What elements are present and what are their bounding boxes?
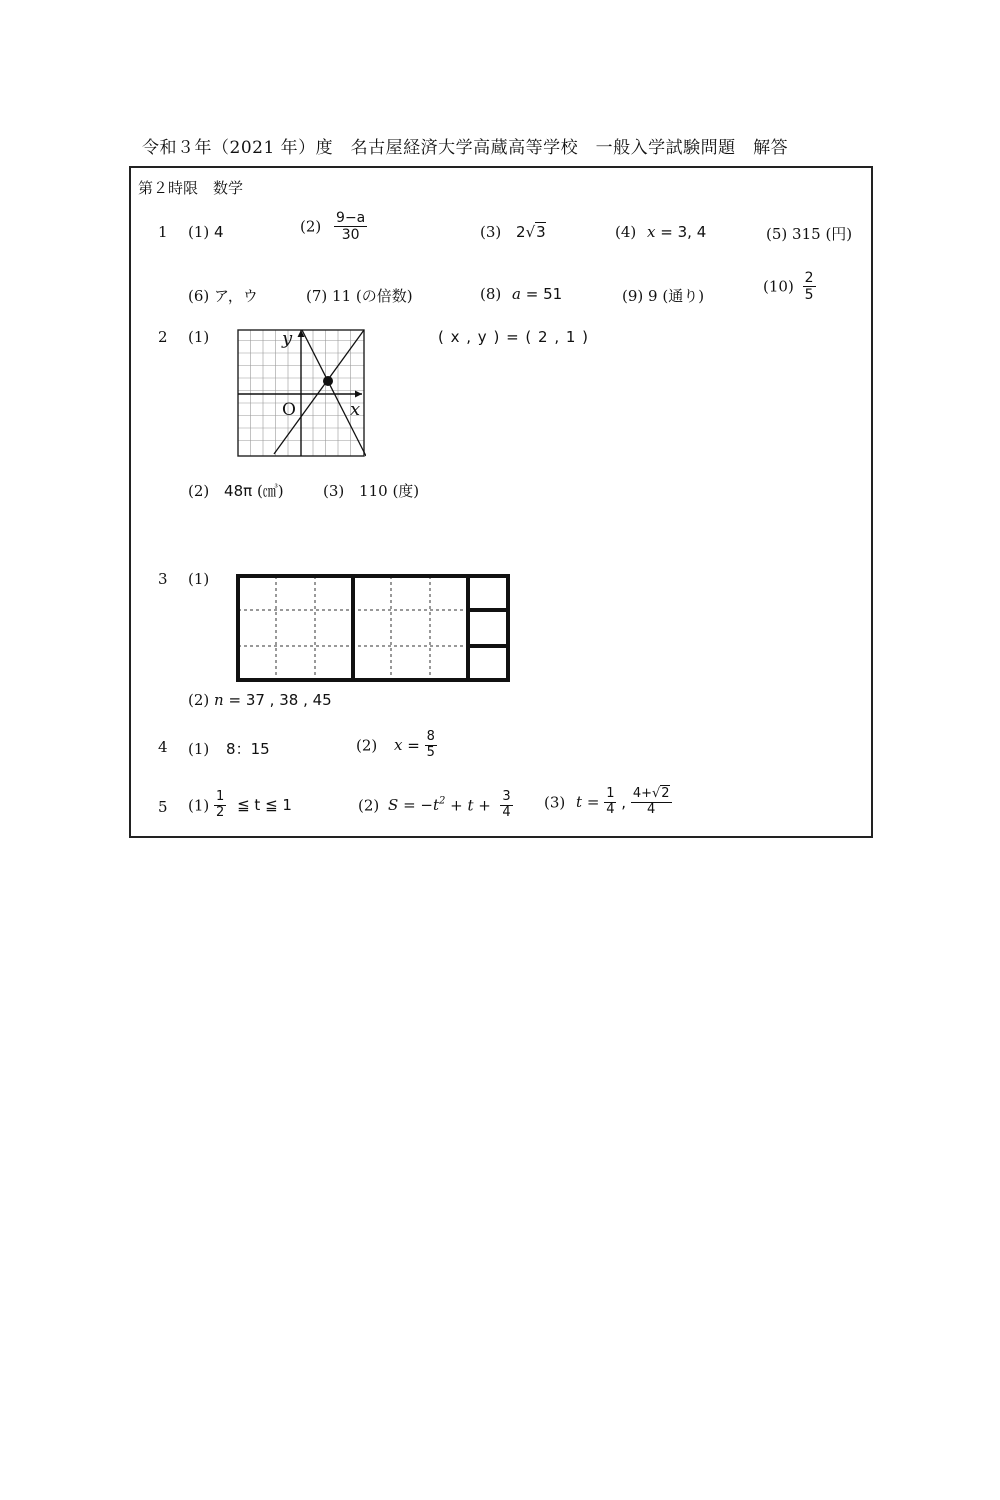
q5-p2-numerator: 3 [502,789,511,804]
q5-p3-lhs: t = [576,793,600,812]
q1-p9-label: (9) [622,287,644,305]
q5-p1-fraction [214,790,226,821]
q2-p3-answer: 110 [359,482,388,500]
q1-number: 1 [158,223,168,241]
q2-number: 2 [158,328,168,346]
q1-p9-unit: (通り) [662,287,705,305]
q5-p3-fraction1 [604,787,616,818]
q1-p4-label: (4) [615,223,637,241]
q2-graph [236,328,366,458]
q5-part2 [358,790,513,821]
q5-p2-mid: + t + [445,796,496,815]
q1-p5-label: (5) [766,225,788,243]
q3-part2 [188,691,332,709]
q5-p3-denominator1: 4 [606,801,615,817]
q4-p2-label: (2) [356,736,378,755]
q5-p2-exponent: 2 [439,795,446,807]
q1-part2 [300,210,367,243]
q2-p2-answer: 48π [224,482,253,500]
q1-p3-coef: 2 [516,223,526,241]
q2-p2-label: (2) [188,482,210,500]
q3-p1-label: (1) [188,570,210,588]
q5-p3-separator: , [621,793,627,812]
q1-p6-label: (6) [188,287,210,305]
q1-p8-answer: = 51 [525,285,563,303]
q4-part1 [188,738,270,759]
q5-number: 5 [158,798,168,816]
q4-p2-numerator: 8 [426,729,435,744]
q1-p10-denominator: 5 [804,287,814,304]
q1-part10 [763,270,816,303]
q1-p2-numerator: 9−a [336,210,366,226]
q1-p2-fraction [334,210,367,243]
q3-p2-label: (2) [188,691,210,709]
q1-part1 [188,223,224,241]
q5-p3-denominator2: 4 [647,801,656,817]
q5-p2-lhs: S = −t [388,796,440,815]
q2-p2-unit: (㎤) [256,482,284,500]
q1-part3: (3) 2√3 [480,223,546,241]
q3-grid-figure [234,572,512,684]
q1-p3-root: 3 [536,223,546,241]
q1-p5-answer: 315 [792,225,821,243]
q1-p4-answer: = 3, 4 [660,223,707,241]
period-label: 第２時限 数学 [138,179,244,197]
q4-p2-denominator: 5 [426,744,435,760]
intersection-point [323,376,333,386]
q5-p1-denominator: 2 [216,804,225,820]
q4-p2-equals: = [407,736,420,755]
q2-p3-unit: (度) [392,482,420,500]
q5-p3-label: (3) [544,793,566,812]
q1-p5-unit: (円) [825,225,853,243]
q5-p3-numerator2-a: 4+ [632,786,652,801]
q1-p8-var: a [512,285,521,303]
q5-p2-fraction [500,790,512,821]
q1-p4-var: x [647,223,656,241]
q1-p6-answer: ア，ウ [214,287,258,305]
q1-p2-label: (2) [300,217,322,236]
q4-p1-answer: 8：15 [226,740,270,758]
q2-p1-label: (1) [188,328,210,346]
q1-p3-label: (3) [480,223,502,241]
q1-p1-answer: 4 [214,223,224,241]
q5-p2-label: (2) [358,796,380,815]
q1-part4 [615,223,706,241]
q1-p2-denominator: 30 [341,227,360,244]
q5-p3-fraction2: $\frac{4+√2}{4}$ [632,786,670,817]
q1-p7-label: (7) [306,287,328,305]
q5-p2-denominator: 4 [502,804,511,820]
q5-p1-numerator: 1 [216,789,225,804]
q4-p1-label: (1) [188,740,210,758]
q1-p7-unit: (の倍数) [355,287,413,305]
q5-p1-label: (1) [188,796,210,815]
q5-p1-rest: ≦ t ≦ 1 [237,796,292,815]
q5-part3 [544,787,672,818]
q1-part9 [622,285,704,306]
q1-p10-label: (10) [763,277,794,296]
q1-p8-label: (8) [480,285,502,303]
q2-part2 [188,480,284,501]
y-axis-label: y [282,328,293,349]
q5-p3-numerator2-root: 2 [661,786,670,801]
page-title: 令和３年（2021 年）度 名古屋経済大学高蔵高等学校 一般入学試験問題 解答 [142,138,789,158]
q1-part5 [766,223,852,244]
q1-p1-label: (1) [188,223,210,241]
q4-p2-var: x [394,736,403,755]
q4-p2-fraction [425,730,437,761]
q5-part1 [188,790,292,821]
q3-p2-answer: = 37 , 38 , 45 [228,691,332,709]
q1-part6 [188,285,258,306]
q2-p3-label: (3) [323,482,345,500]
x-axis-label: x [350,399,361,420]
q4-number: 4 [158,738,168,756]
q4-part2 [356,730,437,761]
q2-p1-answer: ( x , y ) = ( 2 , 1 ) [438,328,590,346]
q3-p2-var: n [214,691,224,709]
origin-label: O [282,400,296,420]
q2-part3 [323,480,419,501]
q5-p3-numerator1: 1 [606,786,615,801]
q1-part7 [306,285,413,306]
q1-p10-fraction [803,270,816,303]
q1-p7-answer: 11 [332,287,352,305]
q1-p9-answer: 9 [648,287,658,305]
q3-number: 3 [158,570,168,588]
q1-p10-numerator: 2 [804,270,814,286]
q1-part8 [480,285,562,303]
